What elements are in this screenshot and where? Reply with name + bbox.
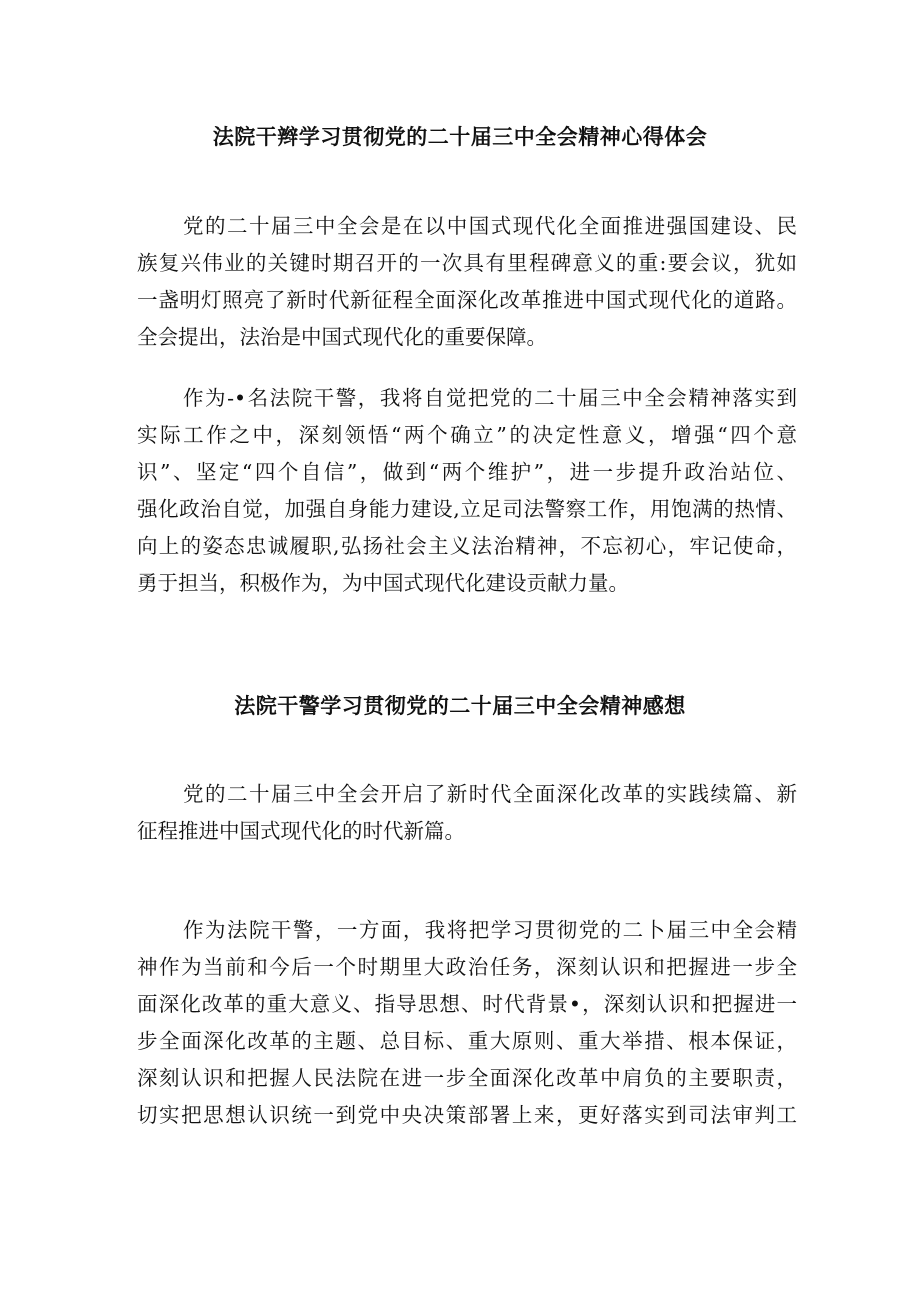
paragraph-line: 一盏明灯照亮了新时代新征程全面深化改革推进中国式现代化的道路。 — [137, 288, 797, 312]
paragraph-line: 勇于担当，积极作为，为中国式现代化建设贡献力量。 — [137, 571, 629, 595]
paragraph-line: 全会提出，法治是中国式现代化的重要保障。 — [137, 325, 547, 349]
paragraph-line: 作为-•名法院干警，我将自觉把党的二十届三中全会精神落实到 — [183, 386, 797, 410]
paragraph-line: 切实把思想认识统一到党中央决策部署上来，更好落实到司法审判工 — [137, 1103, 797, 1127]
section-2-title: 法院干警学习贯彻党的二十届三中全会精神感想 — [234, 694, 686, 718]
section-2-paragraph-1 — [137, 776, 797, 850]
paragraph-line: 党的二十届三中全会开启了新时代全面深化改革的实践续篇、新 — [183, 782, 797, 806]
paragraph-line: 神作为当前和今后一个时期里大政治任务，深刻认识和把握进一步全 — [137, 955, 797, 979]
paragraph-line: 面深化改革的重大意义、指导思想、时代背景•，深刻认识和把握进一 — [137, 992, 797, 1016]
paragraph-line: 党的二十届三中全会是在以中国式现代化全面推进强国建设、民 — [183, 214, 797, 238]
paragraph-line: 深刻认识和把握人民法院在进一步全面深化改革中肩负的主要职责， — [137, 1066, 797, 1090]
section-2-paragraph-2 — [137, 912, 797, 1134]
paragraph-line: 族复兴伟业的关键时期召开的一次具有里程碑意义的重:要会议，犹如 — [137, 251, 797, 275]
section-1-title: 法院干辫学习贯彻党的二十届三中全会精神心得体会 — [212, 125, 708, 149]
paragraph-line: 步全面深化改革的主题、总目标、重大原则、重大举措、根本保证， — [137, 1029, 797, 1053]
paragraph-line: 识”、坚定“四个自信”，做到“两个维护”，进一步提升政治站位、 — [137, 460, 797, 484]
paragraph-line: 强化政治自觉，加强自身能力建设,立足司法警察工作，用饱满的热情、 — [137, 497, 797, 521]
section-1-paragraph-2 — [137, 380, 797, 602]
paragraph-line: 向上的姿态忠诚履职,弘扬社会主义法治精神，不忘初心，牢记使命， — [137, 534, 797, 558]
section-1-paragraph-1 — [137, 208, 797, 356]
paragraph-line: 实际工作之中，深刻领悟“两个确立”的决定性意义，增强“四个意 — [137, 423, 797, 447]
paragraph-line: 作为法院干警，一方面，我将把学习贯彻党的二卜届三中全会精 — [183, 918, 797, 942]
paragraph-line: 征程推进中国式现代化的时代新篇。 — [137, 819, 465, 843]
